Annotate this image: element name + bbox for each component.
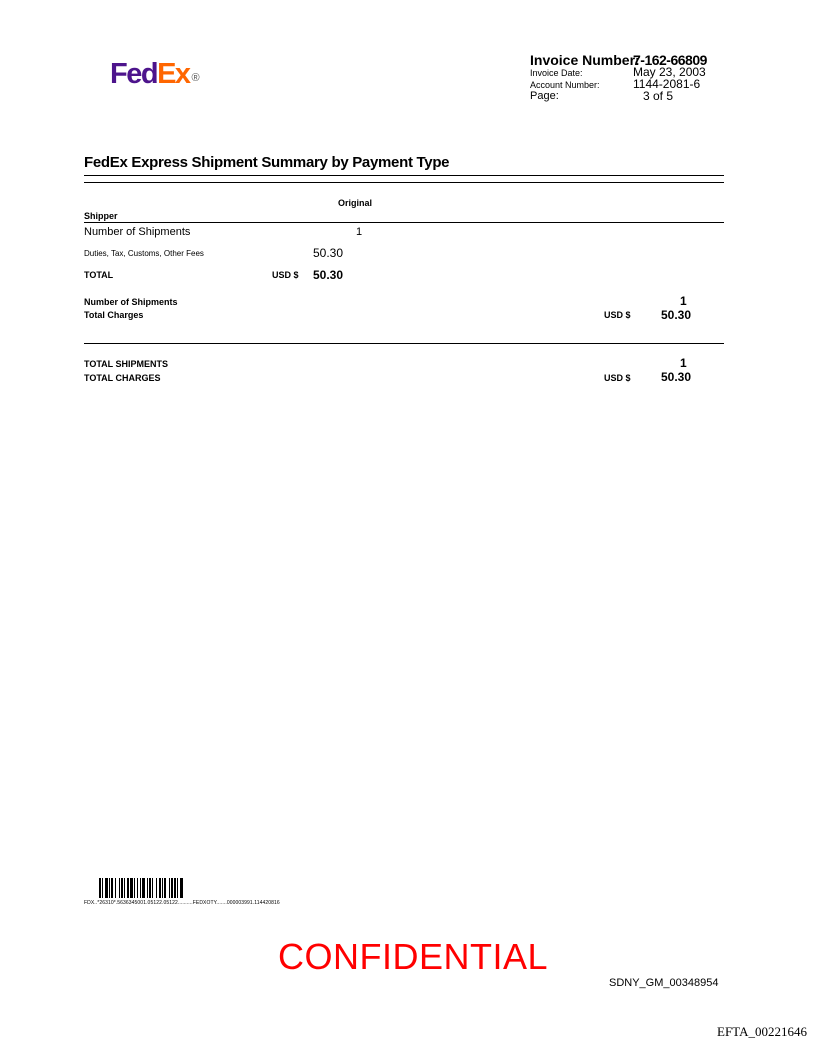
barcode-bar — [121, 878, 123, 898]
page-label: Page: — [530, 90, 559, 102]
invoice-number: 7-162-66809 — [633, 52, 707, 68]
barcode-bar — [99, 878, 101, 898]
barcode-bar — [142, 878, 145, 898]
barcode-bar — [115, 878, 116, 898]
total-currency: USD $ — [272, 270, 299, 280]
group-label-shipper: Shipper — [84, 211, 118, 221]
grand-charges-label: TOTAL CHARGES — [84, 373, 161, 383]
total-label: TOTAL — [84, 270, 114, 280]
barcode-bar — [130, 878, 133, 898]
barcode-bar — [164, 878, 166, 898]
fees-value: 50.30 — [313, 246, 344, 260]
efta-number: EFTA_00221646 — [717, 1024, 807, 1039]
header-rule — [84, 222, 724, 223]
barcode-bar — [180, 878, 183, 898]
confidential-stamp: CONFIDENTIAL — [278, 936, 549, 977]
fedex-logo — [110, 60, 200, 89]
barcode-bar — [140, 878, 141, 898]
account-number: 1144-2081-6 — [633, 77, 701, 91]
invoice-number-label: Invoice Number: — [530, 52, 640, 68]
summary-title: FedEx Express Shipment Summary by Payment Type — [84, 154, 450, 171]
logo-registered-mark: ® — [191, 72, 200, 84]
barcode-bar — [119, 878, 120, 898]
barcode-bar — [137, 878, 138, 898]
title-rule-bottom — [84, 182, 724, 183]
logo-ex: Ex — [157, 58, 190, 90]
barcode-text: FDX..*26310*.5636345001.05122.05122..........FEDXOTY.......000003991.114420816 — [84, 900, 280, 906]
logo-fed: Fed — [110, 58, 158, 90]
grand-rule — [84, 343, 724, 344]
barcode-bar — [124, 878, 125, 898]
title-rule-top — [84, 175, 724, 176]
grand-shipments-label: TOTAL SHIPMENTS — [84, 359, 169, 369]
shipments-value: 1 — [356, 226, 363, 238]
barcode-bar — [149, 878, 151, 898]
barcode-bar — [102, 878, 103, 898]
invoice-date: May 23, 2003 — [633, 65, 706, 79]
barcode-bar — [169, 878, 170, 898]
barcode-bar — [162, 878, 163, 898]
barcode-bar — [174, 878, 176, 898]
barcode-bar — [127, 878, 129, 898]
bates-number: SDNY_GM_00348954 — [609, 977, 719, 989]
subtotal-currency: USD $ — [604, 310, 631, 320]
grand-currency: USD $ — [604, 373, 631, 383]
account-number-label: Account Number: — [530, 80, 600, 90]
barcode-bar — [159, 878, 161, 898]
total-value: 50.30 — [313, 268, 344, 282]
shipments-label: Number of Shipments — [84, 226, 191, 238]
barcode-bar — [109, 878, 110, 898]
page-number: 3 of 5 — [643, 89, 674, 103]
subtotal-shipments-label: Number of Shipments — [84, 297, 178, 307]
barcode-bar — [152, 878, 153, 898]
fees-label: Duties, Tax, Customs, Other Fees — [84, 249, 204, 258]
barcode-bar — [105, 878, 108, 898]
invoice-date-label: Invoice Date: — [530, 68, 583, 78]
barcode-bar — [147, 878, 148, 898]
grand-shipments-value: 1 — [680, 356, 687, 370]
subtotal-charges-value: 50.30 — [661, 308, 692, 322]
subtotal-shipments-value: 1 — [680, 294, 687, 308]
barcode-bar — [177, 878, 178, 898]
subtotal-charges-label: Total Charges — [84, 310, 144, 320]
barcode-bar — [134, 878, 135, 898]
barcode — [99, 878, 215, 898]
column-header-original: Original — [338, 198, 373, 208]
barcode-bar — [156, 878, 157, 898]
barcode-bar — [111, 878, 113, 898]
barcode-bar — [171, 878, 173, 898]
grand-charges-value: 50.30 — [661, 370, 692, 384]
